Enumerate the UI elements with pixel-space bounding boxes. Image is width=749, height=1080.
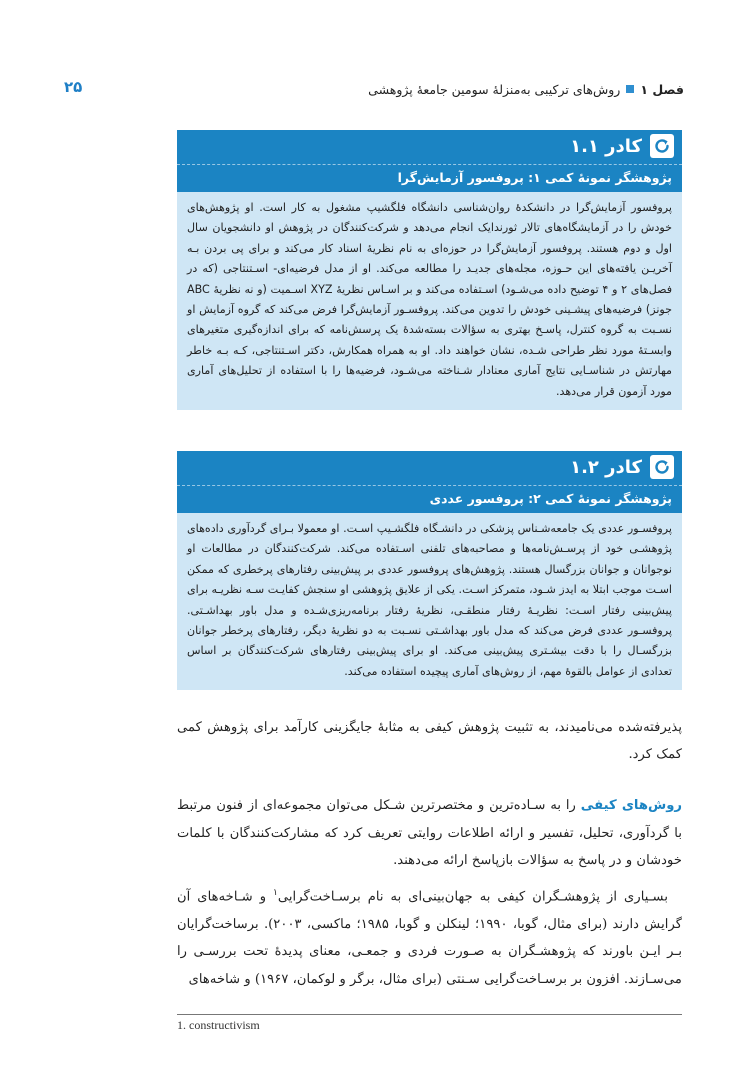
paragraph-text: [177, 792, 682, 875]
footnote-divider: [177, 1014, 682, 1015]
paragraph-1: [177, 714, 682, 768]
page-header: [64, 78, 684, 100]
sidebar-box-2: [177, 451, 682, 690]
box-body: پروفسور آزمایش‌گرا در دانشکدهٔ روان‌شناسی دانشگاه فلگشیپ مشغول به کار است. او پژوهش‌های خودش را در آزمایشگاه‌های تالار ثورندایک انجام می‌دهد و شرکت‌کنندگان در پژوهش او دانشجویان سال اول و دوم هستند. پروفسور آزمایش‌گرا در حوزه‌ای به نام نظریهٔ اسناد کار می‌کند و برای پی بردن بـه آخریـن یافته‌های این حـوزه، مجله‌های جدیـد را مطالعه می‌کند. او از مدل فرضیه‌ای- اسـتنتاجی (که در فصل‌های ۲ و ۴ توضیح داده می‌شـود) اسـتفاده می‌کند و بر اسـاس نظریهٔ XYZ اسـمیت (و نه نظریهٔ ABC جونز) فرضیه‌های پیشـینی خودش را تدوین می‌کند. پروفسـور آزمایش‌گرا فرض می‌کند که گروه آزمایش او نسـبت به گروه کنترل، پاسـخ بهتری به سؤالات بسته‌شدهٔ یک پرسش‌نامه که برای اندازه‌گیری متغیرهای وابسـتهٔ مورد نظر طراحی شـده، نشان خواهند داد. او به همراه همکارش، دکتر اسـتنتاجی، کـه بـه خاطر مهارتش در شناسـایی نتایج آماری معنادار شـناخته می‌شـود، فرضیه‌ها را با استفاده از تحلیل‌های آماری مورد آزمون قرار می‌دهد.: [177, 192, 682, 410]
paragraph-rest: و شـاخه‌های آن گرایش دارند (برای مثال، گوبا، ۱۹۹۰؛ لینکلن و گوبا، ۱۹۸۵؛ ماکسی، ۲۰۰۳). برساخت‌گرایان بـر ایـن باورند که پژوهشـگران به صـورت فردی و جمعـی، معنای پدیدهٔ تحت بررسـی را می‌سـازند. افزون بر برسـاخت‌گرایی سـنتی (برای مثال، برگر و لوکمان، ۱۹۶۷) و شاخه‌های: [177, 889, 682, 987]
footnote-ref: ۱: [273, 888, 278, 898]
box-label: کادر ۱.۱: [570, 135, 642, 157]
paragraph-3: [177, 880, 682, 993]
box-subtitle: پژوهشگر نمونهٔ کمی ۲: پروفسور عددی: [177, 485, 682, 513]
square-bullet-icon: [626, 85, 634, 93]
paragraph-rest: را به سـاده‌ترین و مختصرترین شـکل می‌توان مجموعه‌ای از فنون مرتبط با گردآوری، تحلیل، تفسیر و ارائه اطلاعات روایتی تعریف کرد که مشارکت‌کنندگان با کلمات خودشان و در پاسخ به سؤالات بازپاسخ ارائه می‌دهند.: [177, 798, 682, 868]
refresh-cycle-icon: [650, 134, 674, 158]
refresh-cycle-icon: [650, 455, 674, 479]
sidebar-box-1: [177, 130, 682, 410]
box-label: کادر ۱.۲: [570, 456, 642, 478]
box-subtitle: پژوهشگر نمونهٔ کمی ۱: پروفسور آزمایش‌گرا: [177, 164, 682, 192]
paragraph-2: [177, 792, 682, 875]
key-term: روش‌های کیفی: [580, 798, 683, 813]
page-number: ۲۵: [64, 78, 83, 96]
footnote: 1. constructivism: [177, 1018, 260, 1032]
running-title: روش‌های ترکیبی به‌منزلهٔ سومین جامعهٔ پژوهشی: [368, 81, 621, 97]
box-header: [177, 451, 682, 485]
paragraph-text: [177, 880, 682, 993]
box-header: [177, 130, 682, 164]
chapter-label: فصل ۱: [640, 81, 684, 97]
paragraph-start: بسـیاری از پژوهشـگران کیفی به جهان‌بینی‌ای به نام برسـاخت‌گرایی: [277, 889, 668, 905]
paragraph-text: پذیرفته‌شده می‌نامیدند، به تثبیت پژوهش کیفی به مثابهٔ جایگزینی کارآمد برای پژوهش کمی کمک کرد.: [177, 720, 682, 762]
box-body: پروفسـور عددی یک جامعه‌شـناس پزشکی در دانشـگاه فلگشـیپ اسـت. او معمولا بـرای گردآوری داده‌های پژوهشـی خود از پرسـش‌نامه‌ها و مصاحبه‌های تلفنی اسـتفاده می‌کند. شرکت‌کنندگان در مطالعات او نوجوانان و جوانان بزرگسال هستند. پژوهش‌های پروفسور عددی بر پیش‌بینی رفتارهای پرخطری که ممکن اسـت موجب ابتلا به ایدز شـود، متمرکز اسـت. یکی از علایق پژوهشی او سنجش کفایـت سـه نظریـه برای پیش‌بینی رفتار اسـت: نظریـهٔ رفتار منطقـی، نظریهٔ رفتار برنامه‌ریزی‌شـده و مدل باور بهداشـتی. پروفسـور عددی فرض می‌کند که مدل باور بهداشـتی نسـبت به دو نظریهٔ دیگر، رفتارهای پرخطر جوانان بزرگسـال را با دقت بیشـتری پیش‌بینی می‌کند. او برای پیش‌بینی رفتارهای شرکت‌کنندگان بر اساس تعدادی از عوامل بالقوهٔ مهم، از روش‌های آماری پیچیده استفاده می‌کند.: [177, 513, 682, 690]
